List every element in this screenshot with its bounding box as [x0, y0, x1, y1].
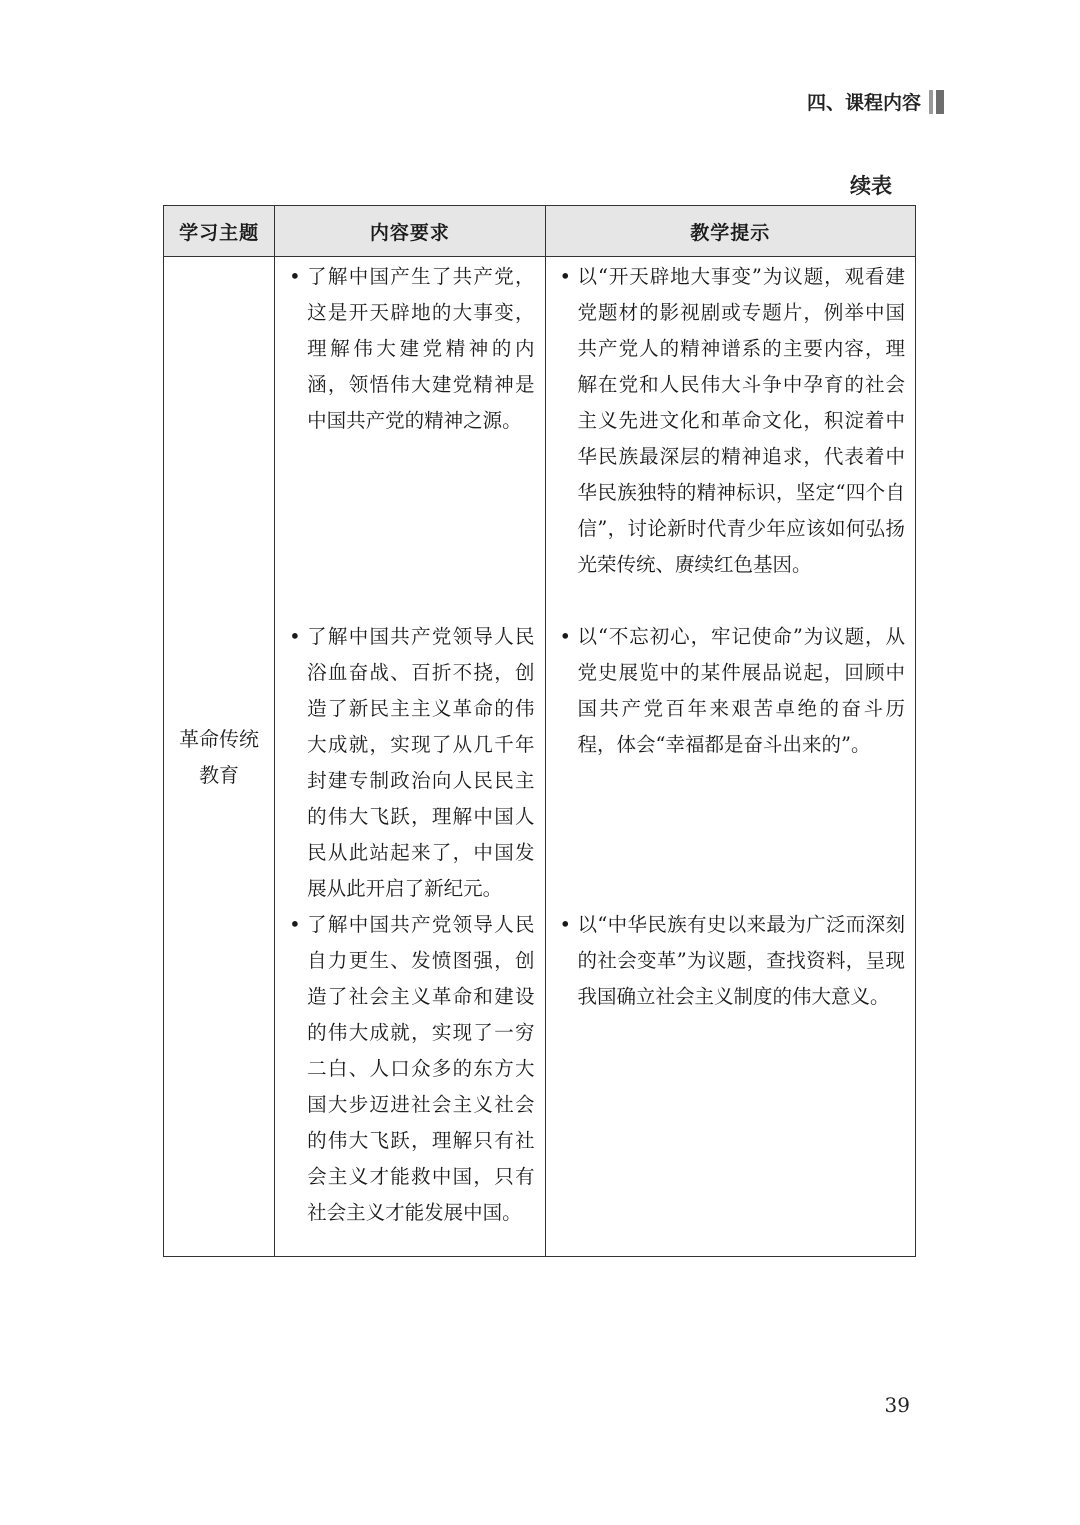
bullet-icon: • [559, 625, 572, 648]
bullet-icon: • [289, 625, 301, 648]
header-topic: 学习主题 [164, 206, 275, 257]
running-header [807, 88, 944, 115]
content-item [289, 259, 534, 439]
table-row [164, 257, 916, 1257]
bullet-icon: • [559, 265, 572, 288]
content-item-text: 了解中国产生了共产党，这是开天辟地的大事变，理解伟大建党精神的内涵，领悟伟大建党精神是中国共产党的精神之源。 [307, 265, 535, 432]
curriculum-table [163, 205, 916, 1257]
content-item [289, 619, 534, 907]
content-item [289, 907, 534, 1231]
content-cell [275, 257, 545, 1257]
header-hint: 教学提示 [545, 206, 916, 257]
header-content: 内容要求 [275, 206, 545, 257]
hint-item-text: 以“不忘初心，牢记使命”为议题，从党史展览中的某件展品说起，回顾中国共产党百年来艰苦卓绝的奋斗历程，体会“幸福都是奋斗出来的”。 [577, 625, 905, 756]
hint-item [560, 259, 906, 583]
hint-cell [545, 257, 916, 1257]
hint-item-text: 以“开天辟地大事变”为议题，观看建党题材的影视剧或专题片，例举中国共产党人的精神谱系的主要内容，理解在党和人民伟大斗争中孕育的社会主义先进文化和革命文化，积淀着中华民族最深层的精神追求，代表着中华民族独特的精神标识，坚定“四个自信”，讨论新时代青少年应该如何弘扬光荣传统、赓续红色基因。 [577, 265, 905, 576]
chapter-title: 四、课程内容 [806, 92, 921, 114]
continued-label: 续表 [850, 174, 892, 198]
header-bars-icon [929, 90, 944, 114]
bullet-icon: • [289, 913, 301, 936]
bullet-icon: • [559, 913, 572, 936]
topic-cell [164, 257, 275, 1257]
table-header-row [164, 206, 916, 257]
hint-item [560, 619, 906, 763]
hint-item-text: 以“中华民族有史以来最为广泛而深刻的社会变革”为议题，查找资料，呈现我国确立社会主义制度的伟大意义。 [577, 913, 905, 1008]
content-item-text: 了解中国共产党领导人民自力更生、发愤图强，创造了社会主义革命和建设的伟大成就，实现了一穷二白、人口众多的东方大国大步迈进社会主义社会的伟大飞跃，理解只有社会主义才能救中国，只有社会主义才能发展中国。 [307, 913, 535, 1224]
page-number: 39 [884, 1393, 910, 1417]
hint-item [560, 907, 906, 1015]
topic-text: 革命传统教育 [179, 726, 260, 787]
content-item-text: 了解中国共产党领导人民浴血奋战、百折不挠，创造了新民主主义革命的伟大成就，实现了从几千年封建专制政治向人民民主的伟大飞跃，理解中国人民从此站起来了，中国发展从此开启了新纪元。 [307, 625, 535, 900]
bullet-icon: • [289, 265, 301, 288]
